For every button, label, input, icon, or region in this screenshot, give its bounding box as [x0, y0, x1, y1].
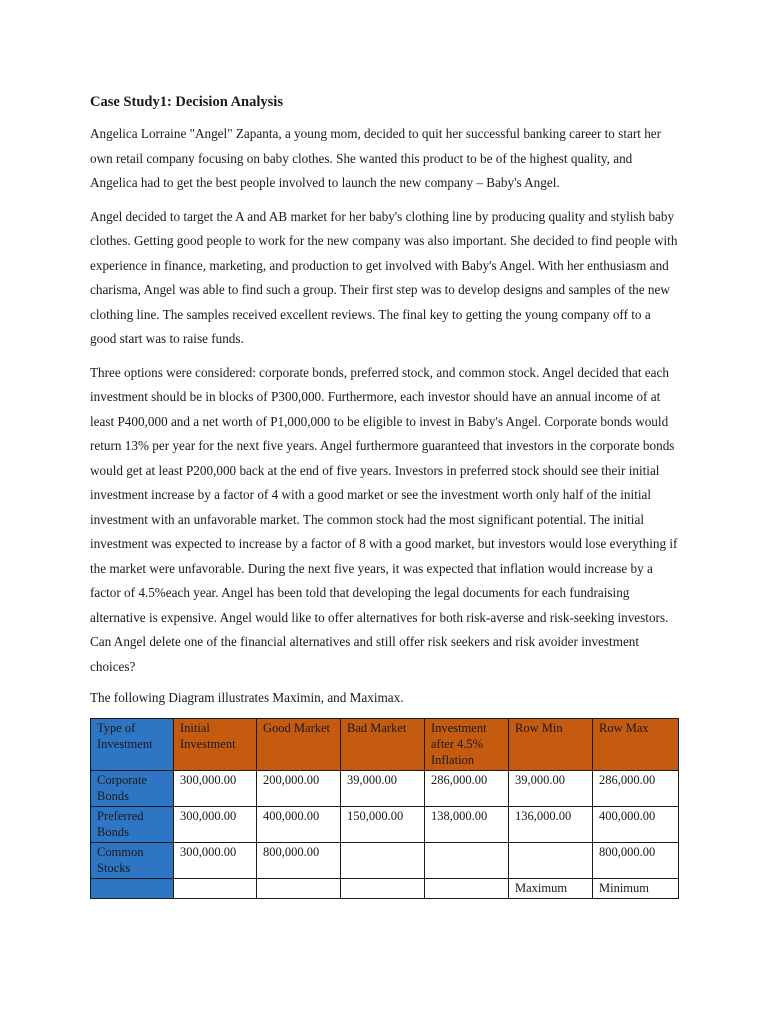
table-cell: 400,000.00 [593, 807, 679, 843]
table-cell: 39,000.00 [509, 771, 593, 807]
table-caption: The following Diagram illustrates Maximin, and Maximax. [90, 690, 404, 705]
table-cell: 200,000.00 [257, 771, 341, 807]
paragraph-options: Three options were considered: corporate bonds, preferred stock, and common stock. Angel decided that each investment should be in blocks of P300,000. Furthermore, each investor should have an annual income of at least P400,000 and a net worth of P1,000,000 to be eligible to invest in Baby's Angel. Corporate bonds would return 13% per year for the next five years. Angel furthermore guaranteed that investors in the corporate bonds would get at least P200,000 back at the end of five years. Investors in preferred stock should see their initial investment increase by a factor of 4 with a good market or see the investment worth only half of the initial investment with an unfavorable market. The common stock had the most significant potential. The initial investment was expected to increase by a factor of 8 with a good market, but investors would lose everything if the market were unfavorable. During the next five years, it was expected that inflation would increase by a factor of 4.5%each year. Angel has been told that developing the legal documents for each fundraising alternative is expensive. Angel would like to offer alternatives for both risk-averse and risk-seeking investors. Can Angel delete one of the financial alternatives and still offer risk seekers and risk avoider investment choices? [90, 364, 678, 674]
table-header-row [91, 719, 679, 771]
decision-table [90, 718, 679, 899]
table-cell: Maximum [509, 879, 593, 899]
table-cell: 300,000.00 [174, 843, 257, 879]
table-cell: 300,000.00 [174, 807, 257, 843]
header-cell: Bad Market [341, 719, 425, 771]
header-cell: Type of Investment [91, 719, 174, 771]
table-cell: 300,000.00 [174, 771, 257, 807]
table-cell: 286,000.00 [425, 771, 509, 807]
table-cell [341, 843, 425, 879]
table-cell [341, 879, 425, 899]
table-cell [425, 879, 509, 899]
header-cell: Row Min [509, 719, 593, 771]
table-cell: 286,000.00 [593, 771, 679, 807]
document-title: Case Study1: Decision Analysis [90, 94, 283, 110]
header-cell: Initial Investment [174, 719, 257, 771]
header-cell: Investment after 4.5% Inflation [425, 719, 509, 771]
table-cell: 150,000.00 [341, 807, 425, 843]
table-cell: 39,000.00 [341, 771, 425, 807]
header-cell: Row Max [593, 719, 679, 771]
table-cell [257, 879, 341, 899]
table-cell: 138,000.00 [425, 807, 509, 843]
table-cell: 136,000.00 [509, 807, 593, 843]
table-footer-row [91, 879, 679, 899]
row-label-cell [91, 879, 174, 899]
table-cell [174, 879, 257, 899]
header-cell: Good Market [257, 719, 341, 771]
table-cell: Minimum [593, 879, 679, 899]
paragraph-intro: Angelica Lorraine "Angel" Zapanta, a young mom, decided to quit her successful banking career to start her own retail company focusing on baby clothes. She wanted this product to be of the highest quality, and Angelica had to get the best people involved to launch the new company – Baby's Angel. [90, 126, 662, 190]
row-label-cell: Corporate Bonds [91, 771, 174, 807]
table-cell: 400,000.00 [257, 807, 341, 843]
row-label-cell: Common Stocks [91, 843, 174, 879]
table-cell: 800,000.00 [593, 843, 679, 879]
table-cell [509, 843, 593, 879]
table-cell [425, 843, 509, 879]
table-row [91, 771, 679, 807]
document-page [90, 92, 680, 899]
table-cell: 800,000.00 [257, 843, 341, 879]
table-row [91, 807, 679, 843]
paragraph-market: Angel decided to target the A and AB market for her baby's clothing line by producing quality and stylish baby clothes. Getting good people to work for the new company was also important. She decided to find people with experience in finance, marketing, and production to get involved with Baby's Angel. With her enthusiasm and charisma, Angel was able to find such a group. Their first step was to develop designs and samples of the new clothing line. The samples received excellent reviews. The final key to getting the young company off to a good start was to raise funds. [90, 208, 678, 346]
row-label-cell: Preferred Bonds [91, 807, 174, 843]
table-row [91, 843, 679, 879]
